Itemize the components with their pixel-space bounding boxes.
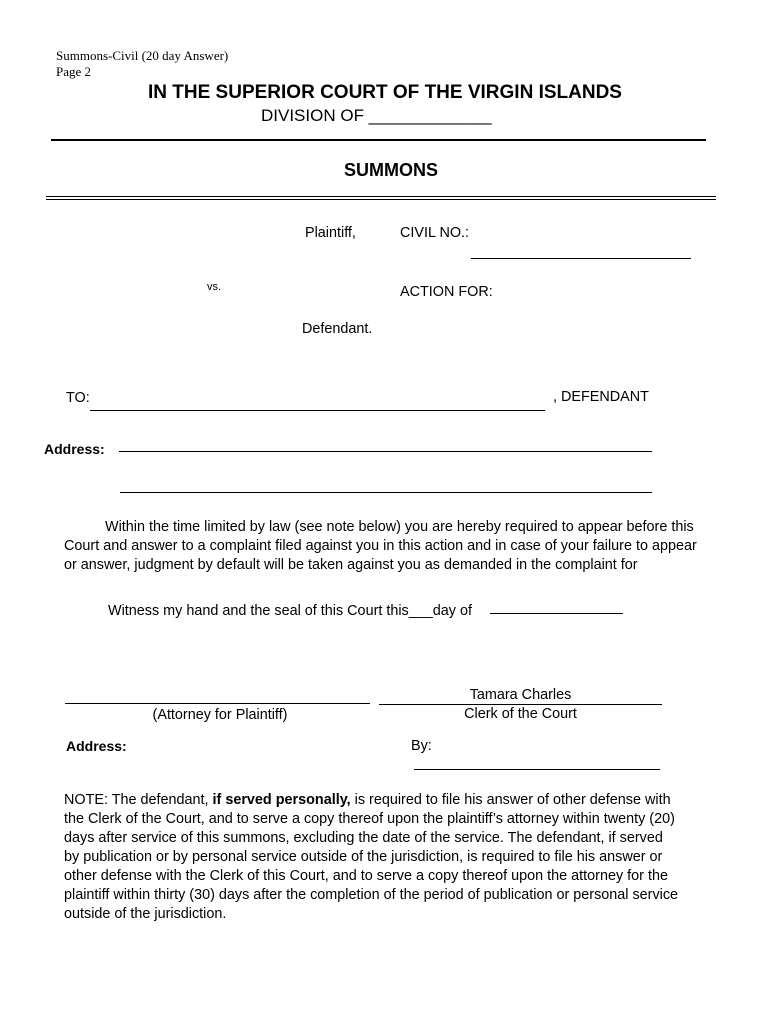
versus-label: vs. xyxy=(207,281,222,293)
civil-no-label: CIVIL NO.: xyxy=(400,225,470,241)
civil-no-field[interactable] xyxy=(471,258,691,259)
address-field-line-2[interactable] xyxy=(120,492,652,493)
court-title: IN THE SUPERIOR COURT OF THE VIRGIN ISLANDS xyxy=(148,82,622,103)
witness-text-1: Witness my hand and the seal of this Court this xyxy=(108,603,409,619)
document-title: SUMMONS xyxy=(344,160,438,180)
attorney-label: (Attorney for Plaintiff) xyxy=(152,707,288,723)
witness-month-field[interactable] xyxy=(490,613,623,614)
by-label: By: xyxy=(411,738,432,754)
attorney-address-label: Address: xyxy=(66,738,127,754)
by-signature-line[interactable] xyxy=(414,769,660,770)
attorney-signature-line[interactable] xyxy=(65,703,370,704)
defendant-name-field[interactable] xyxy=(90,410,545,411)
witness-day-blank[interactable]: ___ xyxy=(408,603,433,619)
summons-paragraph: Within the time limited by law (see note below) you are hereby required to appear before this Court and answer to a complaint filed against you in this action and in case of your failure to appear or answer, judgment by default will be taken against you as demanded in the complaint for xyxy=(64,519,697,573)
page-number: Page 2 xyxy=(56,64,92,79)
to-label: TO: xyxy=(66,390,90,406)
note-prefix: NOTE: The defendant, xyxy=(64,792,213,808)
clerk-name: Tamara Charles xyxy=(469,687,572,703)
defendant-suffix: , DEFENDANT xyxy=(553,389,649,405)
defendant-label: Defendant. xyxy=(302,321,373,337)
address-label: Address: xyxy=(44,441,105,457)
note-paragraph xyxy=(64,791,682,924)
form-name: Summons-Civil (20 day Answer) xyxy=(56,48,229,63)
action-for-label: ACTION FOR: xyxy=(400,284,493,300)
witness-text-2: day of xyxy=(432,603,472,619)
title-divider-top xyxy=(46,196,716,197)
division-label: DIVISION OF _____________ xyxy=(261,106,492,125)
header-divider xyxy=(51,139,706,141)
address-field-line-1[interactable] xyxy=(119,451,652,452)
note-emphasis: if served personally, xyxy=(212,792,351,808)
note-rest: is required to file his answer of other defense with the Clerk of the Court, and to serve a copy thereof upon the plaintiff’s attorney within twenty (20) days after service of this summons, excluding the date of the service. The defendant, if served by publication or by personal service outside of the jurisdiction, is required to file his answer or other defense with the Clerk of this Court, and to serve a copy thereof upon the attorney for the plaintiff within thirty (30) days after the completion of the period of publication or personal service outside of the jurisdiction. xyxy=(64,792,679,922)
plaintiff-label: Plaintiff, xyxy=(305,225,356,241)
witness-line xyxy=(108,602,472,620)
title-divider-bottom xyxy=(46,199,716,200)
clerk-title: Clerk of the Court xyxy=(464,706,577,722)
